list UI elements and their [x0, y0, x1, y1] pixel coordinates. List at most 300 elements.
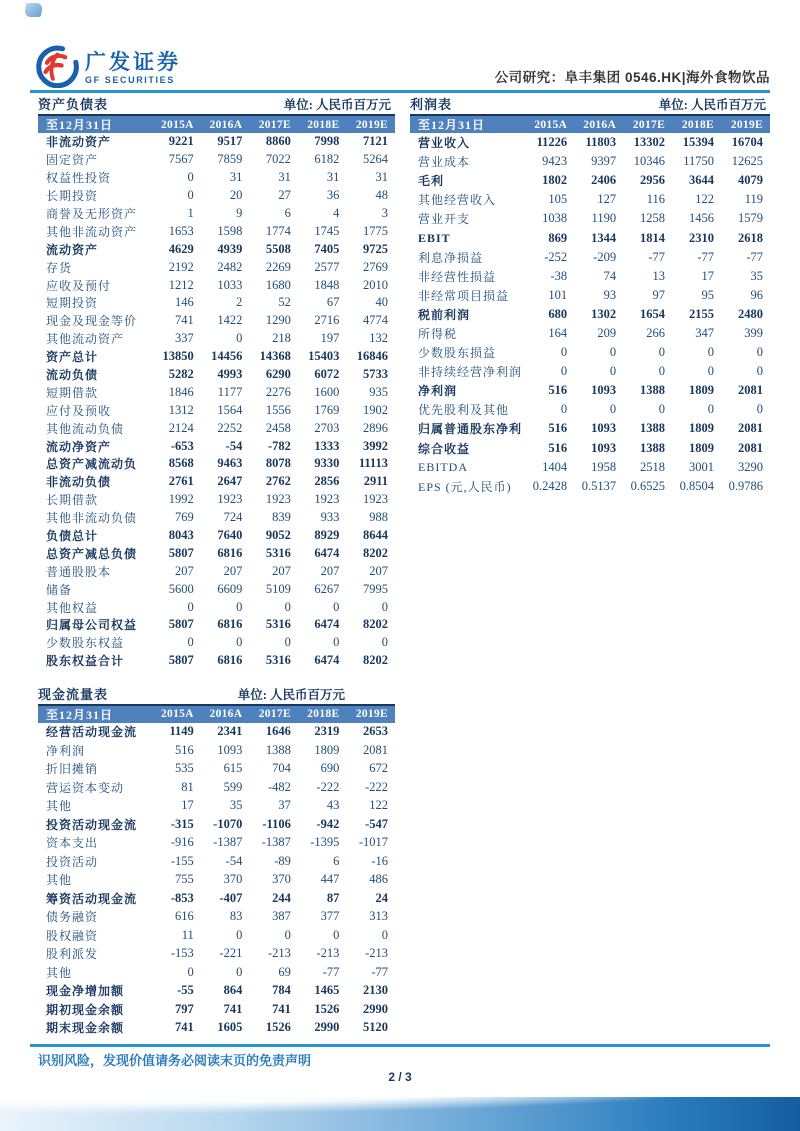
value-cell: 207 [369, 563, 388, 578]
row-label-cell: 归属母公司权益 [46, 618, 138, 633]
value-cell: 43 [326, 798, 340, 813]
value-cell: 615 [223, 761, 243, 776]
value-cell: 5264 [363, 152, 388, 167]
value-cell: 2480 [738, 306, 763, 321]
value-cell: 1958 [591, 459, 617, 474]
value-cell: 933 [320, 510, 340, 525]
value-cell: 1556 [265, 402, 291, 417]
value-cell: 399 [744, 325, 763, 340]
table-row [410, 152, 770, 171]
value-cell: 0 [284, 927, 291, 942]
value-cell: 74 [603, 268, 617, 283]
value-cell: 516 [548, 440, 568, 455]
value-cell: 5807 [168, 545, 194, 560]
value-cell: 4993 [217, 367, 243, 382]
row-label-cell: 少数股东损益 [418, 346, 497, 361]
row-label-cell: 权益性投资 [46, 171, 112, 186]
row-label-cell: 非流动资产 [46, 135, 112, 150]
table-row [38, 312, 395, 330]
value-cell: 17 [701, 268, 714, 283]
value-cell: -77 [746, 249, 763, 264]
value-cell: 5508 [265, 241, 291, 256]
value-cell: 31 [375, 170, 388, 185]
value-cell: -942 [316, 816, 340, 831]
value-cell: 690 [320, 761, 340, 776]
value-cell: 3 [381, 206, 388, 220]
value-cell: 0 [756, 402, 763, 417]
value-cell: 724 [223, 510, 243, 525]
value-cell: 122 [369, 798, 388, 813]
value-cell: 105 [548, 192, 568, 207]
value-cell: 741 [175, 313, 194, 328]
value-cell: 2081 [738, 440, 763, 455]
value-cell: 3290 [738, 459, 763, 474]
table-row [38, 598, 395, 616]
row-label-cell: 存货 [46, 260, 73, 275]
value-cell: 4 [333, 206, 340, 220]
value-cell: 769 [175, 510, 194, 525]
value-cell: 6290 [265, 367, 291, 382]
row-label-cell: 短期投资 [46, 296, 99, 311]
value-cell: -853 [170, 890, 194, 905]
value-cell: -315 [170, 816, 194, 831]
table-row [410, 343, 770, 362]
value-cell: 127 [597, 192, 617, 207]
value-cell: 2482 [217, 259, 243, 274]
table-row [38, 527, 395, 545]
table-row [38, 580, 395, 598]
value-cell: 8202 [363, 653, 388, 668]
value-cell: 0 [333, 599, 340, 614]
value-cell: 1646 [265, 724, 291, 739]
value-cell: 1212 [168, 277, 194, 292]
value-cell: 784 [272, 983, 291, 998]
value-cell: 31 [326, 170, 340, 185]
value-cell: 1177 [217, 384, 243, 399]
value-cell: 672 [369, 761, 388, 776]
value-cell: 1312 [168, 402, 194, 417]
row-label-cell: 非流动负债 [46, 475, 112, 490]
value-cell: 1774 [265, 223, 291, 238]
value-cell: 97 [652, 287, 666, 302]
value-cell: 6474 [314, 653, 340, 668]
value-cell: 1848 [314, 277, 340, 292]
row-label-cell: 税前利润 [418, 307, 471, 322]
year-header-cell: 2018E [298, 705, 347, 723]
value-cell: 2 [236, 295, 243, 310]
value-cell: -38 [550, 268, 568, 283]
value-cell: 0 [756, 364, 763, 379]
value-cell: 95 [701, 287, 714, 302]
value-cell: 1404 [542, 459, 568, 474]
table-row [38, 562, 395, 580]
year-header-cell: 2019E [346, 705, 395, 723]
value-cell: 8568 [168, 456, 194, 471]
value-cell: 2911 [363, 474, 388, 489]
value-cell: -1106 [262, 816, 291, 831]
value-cell: 347 [695, 325, 714, 340]
value-cell: 8929 [314, 528, 340, 543]
value-cell: -782 [267, 438, 291, 453]
table-header-row [410, 115, 770, 133]
table-row [38, 815, 395, 834]
value-cell: 535 [175, 761, 194, 776]
value-cell: 6609 [217, 581, 243, 596]
table-row [410, 477, 770, 496]
row-label-cell: 长期投资 [46, 189, 99, 204]
value-cell: -16 [371, 853, 388, 868]
value-cell: 2081 [363, 742, 388, 757]
table-header-row [38, 115, 395, 133]
table-row [38, 240, 395, 258]
year-header-cell: 2019E [721, 115, 770, 133]
table-row [38, 133, 395, 151]
value-cell: 8043 [168, 528, 194, 543]
value-cell: 755 [175, 872, 194, 887]
value-cell: 1422 [217, 313, 243, 328]
value-cell: 3001 [689, 459, 714, 474]
row-label-cell: 折旧摊销 [46, 762, 99, 777]
value-cell: -209 [593, 249, 617, 264]
brand-name: 广发证券 [85, 51, 181, 74]
year-header-cell: 2018E [298, 115, 347, 133]
row-label-cell: 储备 [46, 582, 73, 597]
table-row [38, 723, 395, 742]
value-cell: 741 [272, 1001, 291, 1016]
value-cell: 370 [223, 872, 243, 887]
value-cell: 0 [609, 364, 617, 379]
value-cell: 116 [646, 192, 666, 207]
value-cell: 11750 [683, 154, 714, 169]
value-cell: 1258 [640, 211, 666, 226]
value-cell: 14456 [211, 349, 243, 364]
value-cell: 0 [284, 635, 291, 650]
value-cell: 0 [236, 599, 243, 614]
bottom-gradient-band [0, 1097, 800, 1131]
table-row [38, 151, 395, 169]
value-cell: 7405 [314, 241, 340, 256]
date-header-cell: 至12月31日 [38, 705, 152, 723]
value-cell: 8644 [363, 528, 388, 543]
row-label-cell: EBIT [418, 230, 451, 245]
value-cell: 2716 [314, 313, 340, 328]
value-cell: 1564 [217, 402, 243, 417]
table-row [38, 205, 395, 223]
value-cell: 8202 [363, 617, 388, 632]
value-cell: 7995 [363, 581, 388, 596]
value-cell: 387 [272, 909, 291, 924]
value-cell: -252 [544, 249, 568, 264]
right-column [410, 97, 770, 1037]
value-cell: 81 [181, 779, 194, 794]
value-cell: -213 [316, 946, 340, 961]
value-cell: 1745 [314, 223, 340, 238]
value-cell: 4939 [217, 241, 243, 256]
table-row [38, 908, 395, 927]
table-row [38, 330, 395, 348]
value-cell: 2618 [738, 230, 763, 245]
value-cell: -77 [648, 249, 666, 264]
value-cell: -1070 [213, 816, 243, 831]
value-cell: 0 [187, 170, 194, 185]
table-row [38, 945, 395, 964]
row-label-cell: EBITDA [418, 459, 468, 474]
value-cell: 0.2428 [532, 478, 568, 493]
cash-flow-header [38, 687, 395, 703]
value-cell: 209 [597, 325, 617, 340]
table-row [38, 383, 395, 401]
value-cell: 1333 [314, 438, 340, 453]
value-cell: 2276 [265, 384, 291, 399]
year-header-cell: 2016A [201, 115, 250, 133]
row-label-cell: 其他 [46, 799, 73, 814]
year-header-cell: 2017E [623, 115, 672, 133]
row-label-cell: 应收及预付 [46, 278, 112, 293]
value-cell: 17 [181, 798, 194, 813]
table-row [38, 634, 395, 652]
value-cell: 1809 [689, 421, 714, 436]
row-label-cell: 股东权益合计 [46, 654, 125, 669]
value-cell: 0 [187, 188, 194, 203]
date-header-cell: 至12月31日 [410, 115, 525, 133]
table-row [410, 248, 770, 267]
value-cell: 10346 [633, 154, 666, 169]
value-cell: 9423 [542, 154, 568, 169]
value-cell: 13 [652, 268, 666, 283]
value-cell: 516 [548, 421, 568, 436]
date-header-cell: 至12月31日 [38, 115, 152, 133]
value-cell: 5282 [168, 367, 194, 382]
row-label-cell: 营运资本变动 [46, 780, 125, 795]
year-header-cell: 2016A [574, 115, 623, 133]
value-cell: 2762 [265, 474, 291, 489]
income-statement-header [410, 97, 770, 113]
table-row [38, 797, 395, 816]
value-cell: 1600 [314, 384, 340, 399]
row-label-cell: 其他 [46, 965, 73, 980]
value-cell: 35 [229, 798, 243, 813]
value-cell: 2130 [363, 983, 388, 998]
row-label-cell: 营业成本 [418, 155, 471, 170]
value-cell: 15403 [308, 349, 340, 364]
value-cell: 1093 [591, 440, 617, 455]
value-cell: 741 [223, 1001, 243, 1016]
value-cell: 1456 [689, 211, 714, 226]
table-row [410, 267, 770, 286]
value-cell: 207 [175, 563, 194, 578]
value-cell: -77 [322, 964, 340, 979]
value-cell: 2990 [314, 1020, 340, 1035]
value-cell: 5316 [265, 653, 291, 668]
value-cell: 935 [369, 384, 388, 399]
value-cell: 516 [175, 742, 194, 757]
value-cell: 0 [609, 402, 617, 417]
income-statement-table [410, 114, 770, 496]
value-cell: 7640 [217, 528, 243, 543]
value-cell: 447 [320, 872, 340, 887]
value-cell: 6474 [314, 545, 340, 560]
balance-sheet-section [38, 97, 395, 670]
value-cell: 244 [272, 890, 291, 905]
value-cell: 6816 [217, 617, 243, 632]
table-row [38, 473, 395, 491]
value-cell: 0 [381, 635, 388, 650]
table-unit: 单位: 人民币百万元 [237, 687, 345, 702]
value-cell: 132 [369, 331, 388, 346]
value-cell: 0 [187, 599, 194, 614]
row-label-cell: 长期借款 [46, 493, 99, 508]
table-row [38, 366, 395, 384]
table-row [38, 437, 395, 455]
value-cell: 1149 [169, 724, 194, 739]
row-label-cell: 非经常项目损益 [418, 288, 510, 303]
left-column [38, 97, 395, 1037]
footer-disclaimer: 识别风险，发现价值请务必阅读末页的免责声明 [38, 1053, 312, 1068]
value-cell: 5316 [265, 617, 291, 632]
value-cell: 15394 [682, 135, 714, 150]
value-cell: -547 [365, 816, 388, 831]
value-cell: 370 [272, 872, 291, 887]
value-cell: 1775 [363, 223, 388, 238]
row-label-cell: 营业收入 [418, 136, 471, 151]
value-cell: 48 [375, 188, 388, 203]
income-statement-section [410, 97, 770, 496]
value-cell: 8078 [265, 456, 291, 471]
value-cell: 0 [560, 345, 568, 360]
value-cell: 6474 [314, 617, 340, 632]
value-cell: 1992 [168, 492, 194, 507]
value-cell: 8202 [363, 545, 388, 560]
year-header-cell: 2018E [672, 115, 721, 133]
value-cell: 680 [548, 306, 568, 321]
value-cell: 0 [187, 635, 194, 650]
value-cell: 5120 [363, 1020, 388, 1035]
table-row [38, 294, 395, 312]
table-row [410, 400, 770, 419]
value-cell: 0 [236, 964, 243, 979]
value-cell: -1017 [358, 835, 388, 850]
value-cell: 67 [326, 295, 340, 310]
value-cell: 164 [548, 325, 568, 340]
value-cell: 1093 [591, 383, 617, 398]
value-cell: 1038 [542, 211, 568, 226]
value-cell: 599 [223, 779, 243, 794]
value-cell: 1814 [640, 230, 666, 245]
table-row [410, 458, 770, 477]
value-cell: 1388 [640, 421, 666, 436]
row-label-cell: 现金净增加额 [46, 984, 125, 999]
value-cell: 1388 [640, 440, 666, 455]
value-cell: 14368 [259, 349, 291, 364]
value-cell: 13850 [162, 349, 194, 364]
value-cell: 1680 [265, 277, 291, 292]
value-cell: 2192 [168, 259, 194, 274]
value-cell: 35 [750, 268, 763, 283]
table-row [38, 616, 395, 634]
table-row [38, 852, 395, 871]
row-label-cell: EPS (元,人民币) [418, 479, 512, 494]
table-row [38, 1000, 395, 1019]
value-cell: 9052 [265, 528, 291, 543]
value-cell: -213 [267, 946, 291, 961]
table-title: 利润表 [410, 97, 453, 112]
value-cell: 1809 [689, 383, 714, 398]
row-label-cell: 其他 [46, 873, 73, 888]
value-cell: 2010 [363, 277, 388, 292]
row-label-cell: 现金及现金等价 [46, 314, 138, 329]
table-header-row [38, 705, 395, 723]
table-row [38, 778, 395, 797]
value-cell: -1395 [310, 835, 340, 850]
value-cell: 869 [548, 230, 568, 245]
value-cell: 1769 [314, 402, 340, 417]
table-row [38, 741, 395, 760]
table-row [38, 834, 395, 853]
value-cell: 616 [175, 909, 194, 924]
value-cell: 218 [272, 331, 291, 346]
value-cell: 9463 [217, 456, 243, 471]
table-row [410, 381, 770, 400]
value-cell: 0 [236, 331, 243, 346]
row-label-cell: 综合收益 [418, 441, 471, 456]
value-cell: 11803 [585, 135, 617, 150]
table-row [38, 419, 395, 437]
row-label-cell: 期末现金余额 [46, 1021, 125, 1036]
value-cell: 1388 [265, 742, 291, 757]
value-cell: 1605 [217, 1020, 243, 1035]
row-label-cell: 商誉及无形资产 [46, 207, 138, 221]
value-cell: 0 [187, 964, 194, 979]
value-cell: 2319 [314, 724, 340, 739]
value-cell: 0 [333, 635, 340, 650]
row-label-cell: 少数股东权益 [46, 636, 125, 651]
value-cell: 377 [320, 909, 340, 924]
table-title: 现金流量表 [38, 686, 109, 702]
row-label-cell: 负债总计 [46, 529, 99, 544]
row-label-cell: 净利润 [418, 384, 458, 399]
value-cell: 122 [695, 192, 714, 207]
value-cell: 40 [375, 295, 388, 310]
row-label-cell: 债务融资 [46, 910, 99, 925]
value-cell: -222 [316, 779, 340, 794]
page-number: 2 / 3 [388, 1070, 412, 1084]
value-cell: 1465 [314, 983, 340, 998]
row-label-cell: 其他非流动资产 [46, 224, 138, 239]
table-row [410, 439, 770, 458]
row-label-cell: 投资活动现金流 [46, 817, 138, 832]
value-cell: 11226 [536, 135, 568, 150]
row-label-cell: 流动资产 [46, 242, 99, 257]
value-cell: 2406 [591, 173, 617, 188]
row-label-cell: 普通股股本 [46, 564, 112, 579]
value-cell: 7859 [217, 152, 243, 167]
table-row [38, 509, 395, 527]
corner-decoration [24, 3, 43, 17]
value-cell: 4774 [363, 313, 388, 328]
value-cell: 1809 [314, 742, 340, 757]
page-header [35, 44, 770, 90]
balance-sheet-table [38, 114, 395, 670]
year-header-cell: 2015A [525, 115, 574, 133]
table-row [38, 982, 395, 1001]
value-cell: 5316 [265, 545, 291, 560]
table-row [38, 169, 395, 187]
value-cell: 24 [375, 890, 388, 905]
value-cell: 0 [333, 927, 340, 942]
value-cell: 1923 [363, 492, 388, 507]
table-row [38, 760, 395, 779]
year-header-cell: 2019E [346, 115, 395, 133]
